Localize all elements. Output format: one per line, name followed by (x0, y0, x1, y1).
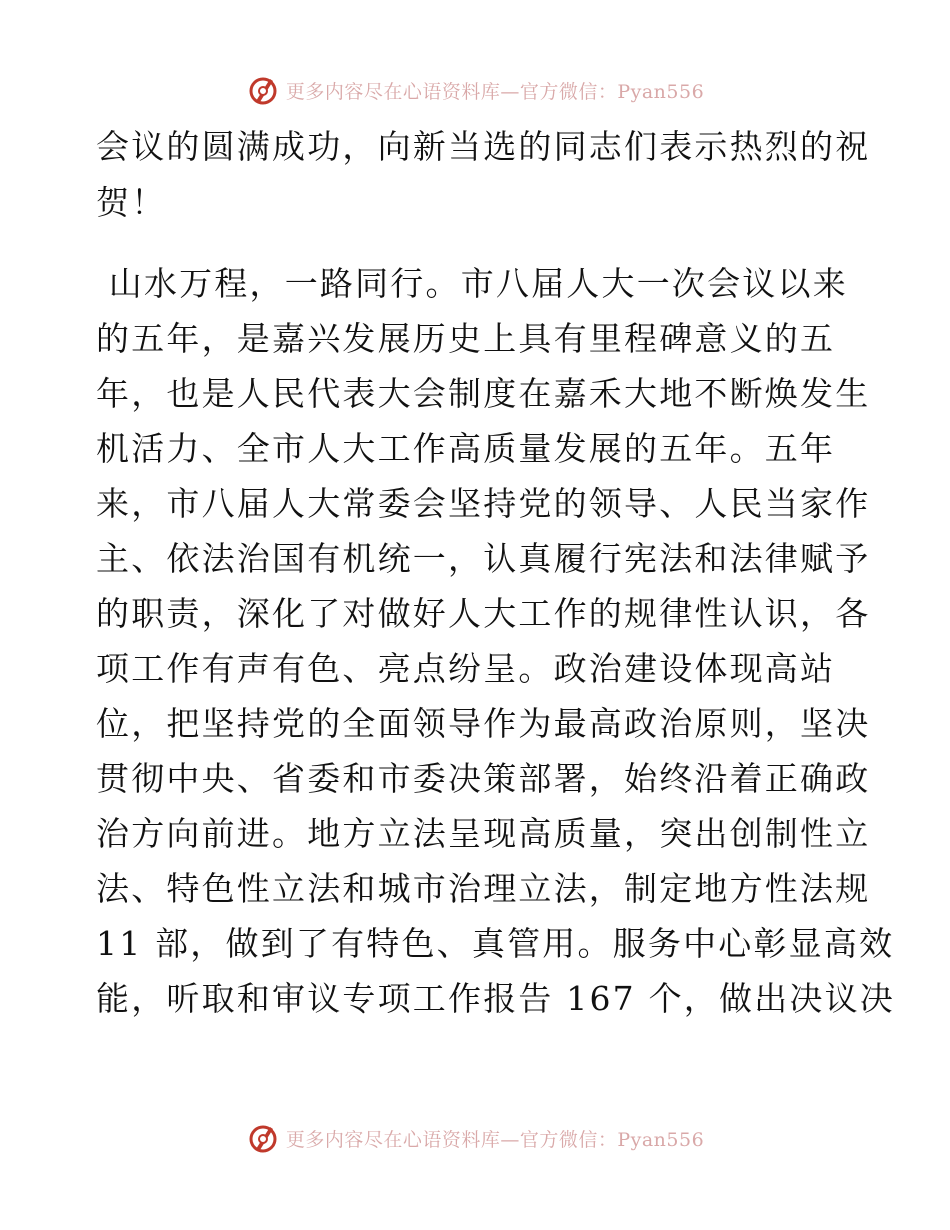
quill-seal-icon (246, 73, 280, 107)
watermark-text: 更多内容尽在心语资料库—官方微信：Pyan556 (285, 80, 705, 103)
text-line: 会议的圆满成功，向新当选的同志们表示热烈的祝 (96, 127, 871, 166)
text-line: 来，市八届人大常委会坚持党的领导、人民当家作 (96, 484, 871, 523)
text-line: 山水万程，一路同行。市八届人大一次会议以来 (96, 264, 848, 303)
text-line: 位，把坚持党的全面领导作为最高政治原则，坚决 (96, 704, 871, 743)
text-line: 主、依法治国有机统一，认真履行宪法和法律赋予 (96, 539, 871, 578)
paragraph-1 (96, 124, 871, 226)
text-line: 的五年，是嘉兴发展历史上具有里程碑意义的五 (96, 319, 836, 358)
text-line: 法、特色性立法和城市治理立法，制定地方性法规 (96, 869, 871, 908)
header-watermark (0, 70, 950, 110)
text-line: 能，听取和审议专项工作报告 167 个，做出决议决 (96, 979, 895, 1018)
text-line: 治方向前进。地方立法呈现高质量，突出创制性立 (96, 814, 871, 853)
text-line: 项工作有声有色、亮点纷呈。政治建设体现高站 (96, 649, 836, 688)
footer-watermark (0, 1118, 950, 1158)
text-line: 年，也是人民代表大会制度在嘉禾大地不断焕发生 (96, 374, 871, 413)
document-body (96, 124, 895, 1022)
text-line: 贺！ (96, 183, 167, 222)
text-line: 贯彻中央、省委和市委决策部署，始终沿着正确政 (96, 759, 871, 798)
text-line: 的职责，深化了对做好人大工作的规律性认识，各 (96, 594, 871, 633)
text-line: 机活力、全市人大工作高质量发展的五年。五年 (96, 429, 836, 468)
paragraph-2 (96, 261, 895, 1022)
quill-seal-icon (246, 1121, 280, 1155)
watermark-text: 更多内容尽在心语资料库—官方微信：Pyan556 (285, 1128, 705, 1151)
text-line: 11 部，做到了有特色、真管用。服务中心彰显高效 (96, 924, 895, 963)
